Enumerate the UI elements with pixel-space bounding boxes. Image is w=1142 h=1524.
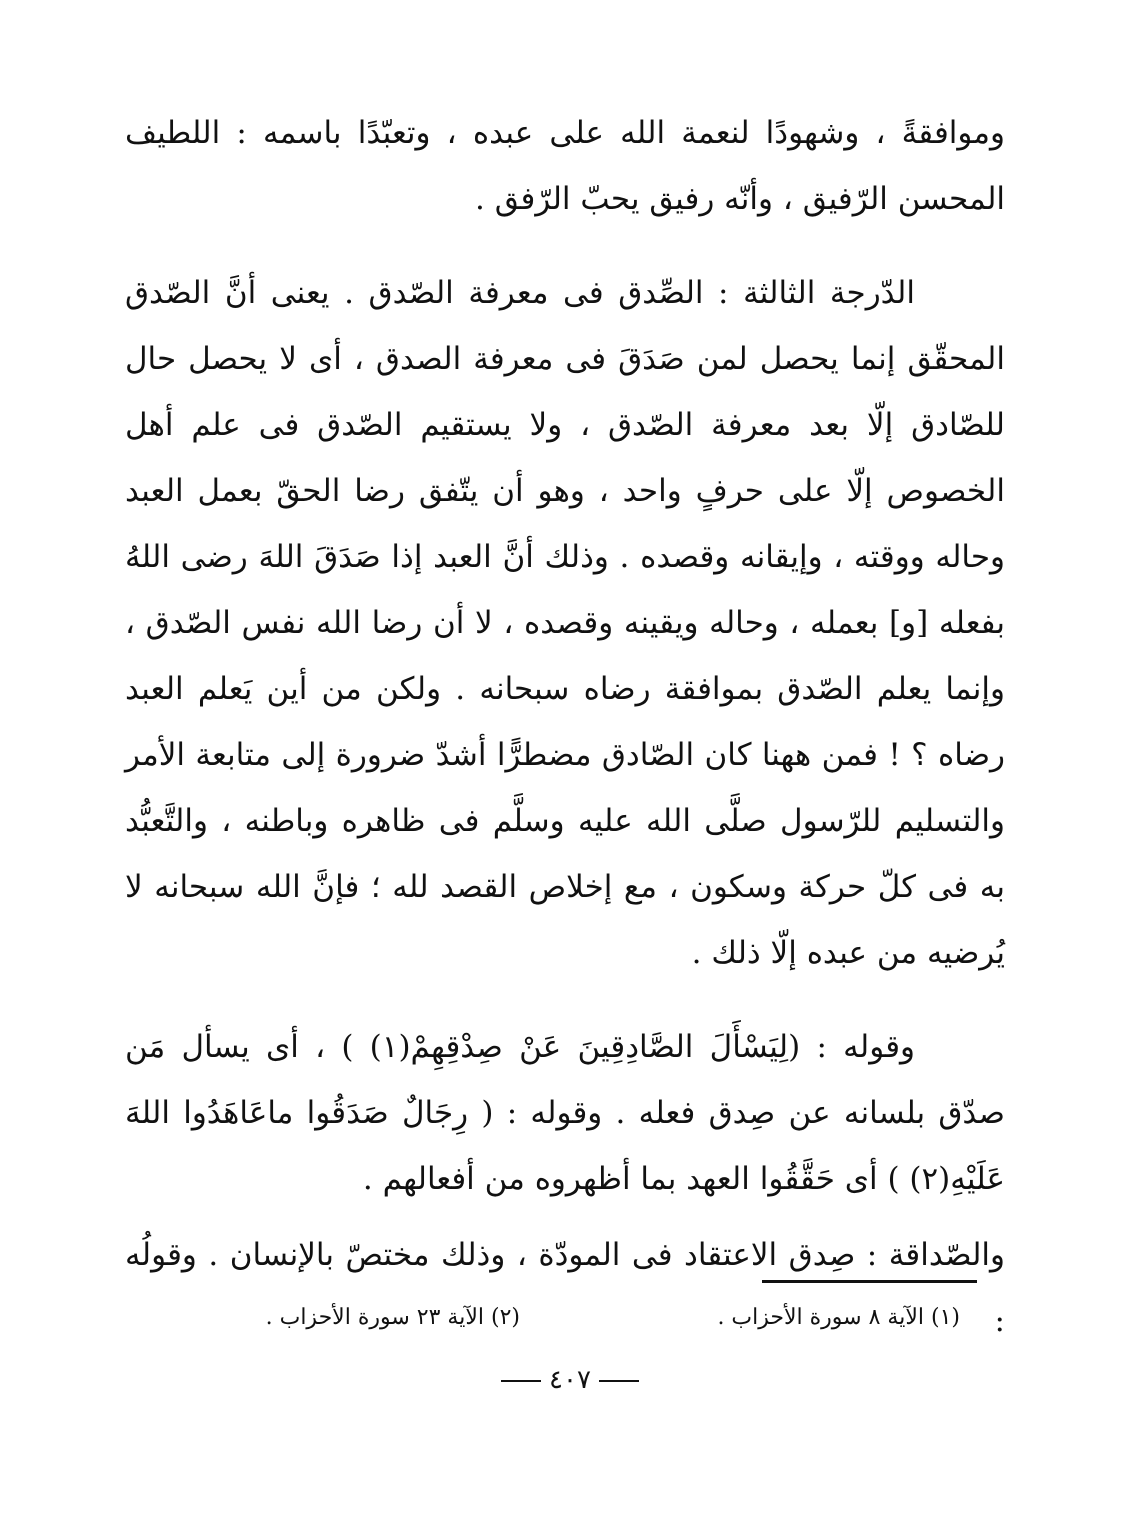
paragraph-3: وقوله : (لِيَسْأَلَ الصَّادِقِينَ عَنْ صِدْقِهِمْ(١) ) ، أى يسأل مَن صدّق بلسانه عن صِدق فعله . وقوله : ( رِجَالٌ صَدَقُوا ماعَاهَدُوا اللهَ عَلَيْهِ(٢) ) أى حَقَّقُوا العهد بما أظهروه من أفعالهم . xyxy=(125,1029,1005,1197)
page-number-dash xyxy=(501,1380,541,1382)
paragraph-4: والصّداقة : صِدق الاعتقاد فى المودّة ، وذلك مختصّ بالإنسان . وقولُه : xyxy=(125,1237,1005,1339)
footnote-rule xyxy=(762,1280,977,1283)
footnote-1: (١) الآية ٨ سورة الأحزاب . xyxy=(717,1305,960,1330)
page-number-value: ٤٠٧ xyxy=(549,1365,591,1395)
body-text xyxy=(125,100,1005,1354)
paragraph-gap xyxy=(125,1212,1005,1222)
footnote-2: (٢) الآية ٢٣ سورة الأحزاب . xyxy=(265,1305,520,1330)
page-number xyxy=(470,1365,670,1395)
paragraph-gap xyxy=(125,986,1005,1014)
footnotes xyxy=(220,1305,960,1345)
page-number-dash xyxy=(599,1380,639,1382)
paragraph-1: وموافقةً ، وشهودًا لنعمة الله على عبده ، وتعبّدًا باسمه : اللطيف المحسن الرّفيق ، وأنّه رفيق يحبّ الرّفق . xyxy=(125,115,1005,217)
paragraph-gap xyxy=(125,232,1005,260)
paragraph-2: الدّرجة الثالثة : الصِّدق فى معرفة الصّدق . يعنى أنَّ الصّدق المحقّق إنما يحصل لمن صَدَقَ فى معرفة الصدق ، أى لا يحصل حال للصّادق إلّا بعد معرفة الصّدق ، ولا يستقيم الصّدق فى علم أهل الخصوص إلّا على حرفٍ واحد ، وهو أن يتّفق رضا الحقّ بعمل العبد وحاله ووقته ، وإيقانه وقصده . وذلك أنَّ العبد إذا صَدَقَ اللهَ رضى اللهُ بفعله [و] بعمله ، وحاله ويقينه وقصده ، لا أن رضا الله نفس الصّدق ، وإنما يعلم الصّدق بموافقة رضاه سبحانه . ولكن من أين يَعلم العبد رضاه ؟ ! فمن ههنا كان الصّادق مضطرًّا أشدّ ضرورة إلى متابعة الأمر والتسليم للرّسول صلَّى الله عليه وسلَّم فى ظاهره وباطنه ، والتَّعبُّد به فى كلّ حركة وسكون ، مع إخلاص القصد لله ؛ فإنَّ الله سبحانه لا يُرضيه من عبده إلّا ذلك . xyxy=(125,275,1005,971)
